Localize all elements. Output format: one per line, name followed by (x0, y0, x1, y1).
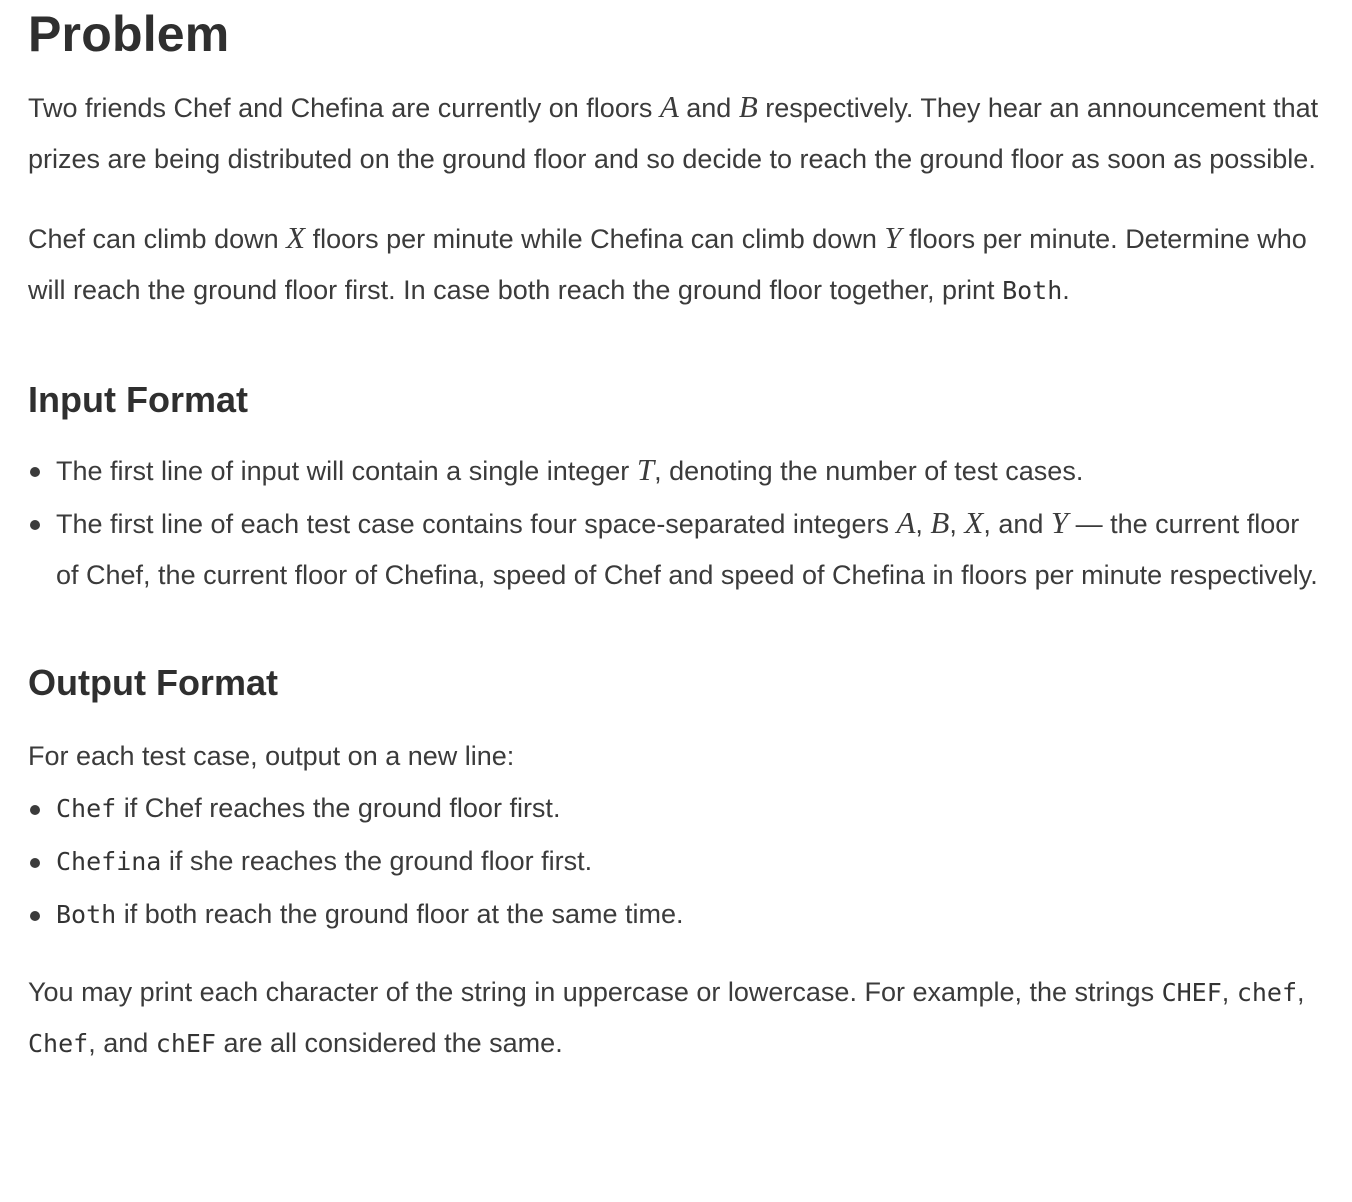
code-chef-upper: CHEF (1161, 978, 1222, 1007)
list-item (28, 835, 1328, 888)
text: You may print each character of the string in uppercase or lowercase. For example, the strings (28, 977, 1162, 1007)
math-var-t: T (636, 452, 655, 487)
output-format-heading: Output Format (28, 662, 278, 703)
text: , and (88, 1028, 156, 1058)
list-item (28, 888, 1328, 941)
text: — the current floor of Chef, the current floor of Chefina, speed of Chef and speed of Chefina in floors per minute respectively. (56, 509, 1318, 590)
code-chef: Chef (56, 794, 117, 823)
math-var-y: Y (1050, 505, 1069, 540)
text: , (1221, 977, 1237, 1007)
text: if she reaches the ground floor first. (161, 846, 593, 876)
text: , (949, 509, 965, 539)
text: Chef can climb down (28, 224, 287, 254)
text: and (678, 93, 739, 123)
output-lead: For each test case, output on a new line: (28, 741, 515, 771)
math-var-y: Y (884, 220, 902, 255)
text: , denoting the number of test cases. (654, 456, 1084, 486)
math-var-b: B (738, 89, 758, 124)
text: . (1062, 275, 1070, 305)
code-both: Both (56, 900, 117, 929)
output-format-list (28, 782, 1328, 941)
code-both: Both (1002, 276, 1063, 305)
text: floors per minute while Chefina can climb down (305, 224, 885, 254)
text: The first line of input will contain a single integer (56, 456, 637, 486)
problem-page (28, 0, 1328, 1069)
input-format-heading: Input Format (28, 379, 248, 420)
code-chef-title: Chef (28, 1029, 89, 1058)
text: , and (983, 509, 1051, 539)
math-var-b: B (930, 505, 950, 540)
text: respectively. They hear an announcement that prizes are being distributed on the ground floor and so decide to reach the ground floor as soon as possible. (28, 93, 1319, 174)
text: if Chef reaches the ground floor first. (116, 793, 561, 823)
code-chef-lower: chef (1236, 978, 1298, 1007)
text: Two friends Chef and Chefina are currently on floors (28, 93, 660, 123)
text: The first line of each test case contains four space-separated integers (56, 509, 897, 539)
input-format-list (28, 444, 1328, 601)
math-var-a: A (659, 89, 679, 124)
text: , (915, 509, 931, 539)
case-insensitivity-note (28, 967, 1328, 1069)
math-var-x: X (286, 220, 306, 255)
page-title: Problem (28, 6, 230, 62)
text: , (1297, 977, 1305, 1007)
list-item (28, 782, 1328, 835)
statement-paragraph-2 (28, 212, 1328, 316)
code-chef-mixed: chEF (155, 1029, 216, 1058)
list-item (28, 444, 1328, 497)
list-item (28, 497, 1328, 601)
text: are all considered the same. (216, 1028, 563, 1058)
math-var-a: A (896, 505, 916, 540)
text: if both reach the ground floor at the same time. (116, 899, 684, 929)
text: floors per minute. Determine who will reach the ground floor first. In case both reach the ground floor together, print (28, 224, 1307, 305)
math-var-x: X (964, 505, 984, 540)
statement-paragraph-1 (28, 81, 1328, 185)
code-chefina: Chefina (56, 847, 162, 876)
